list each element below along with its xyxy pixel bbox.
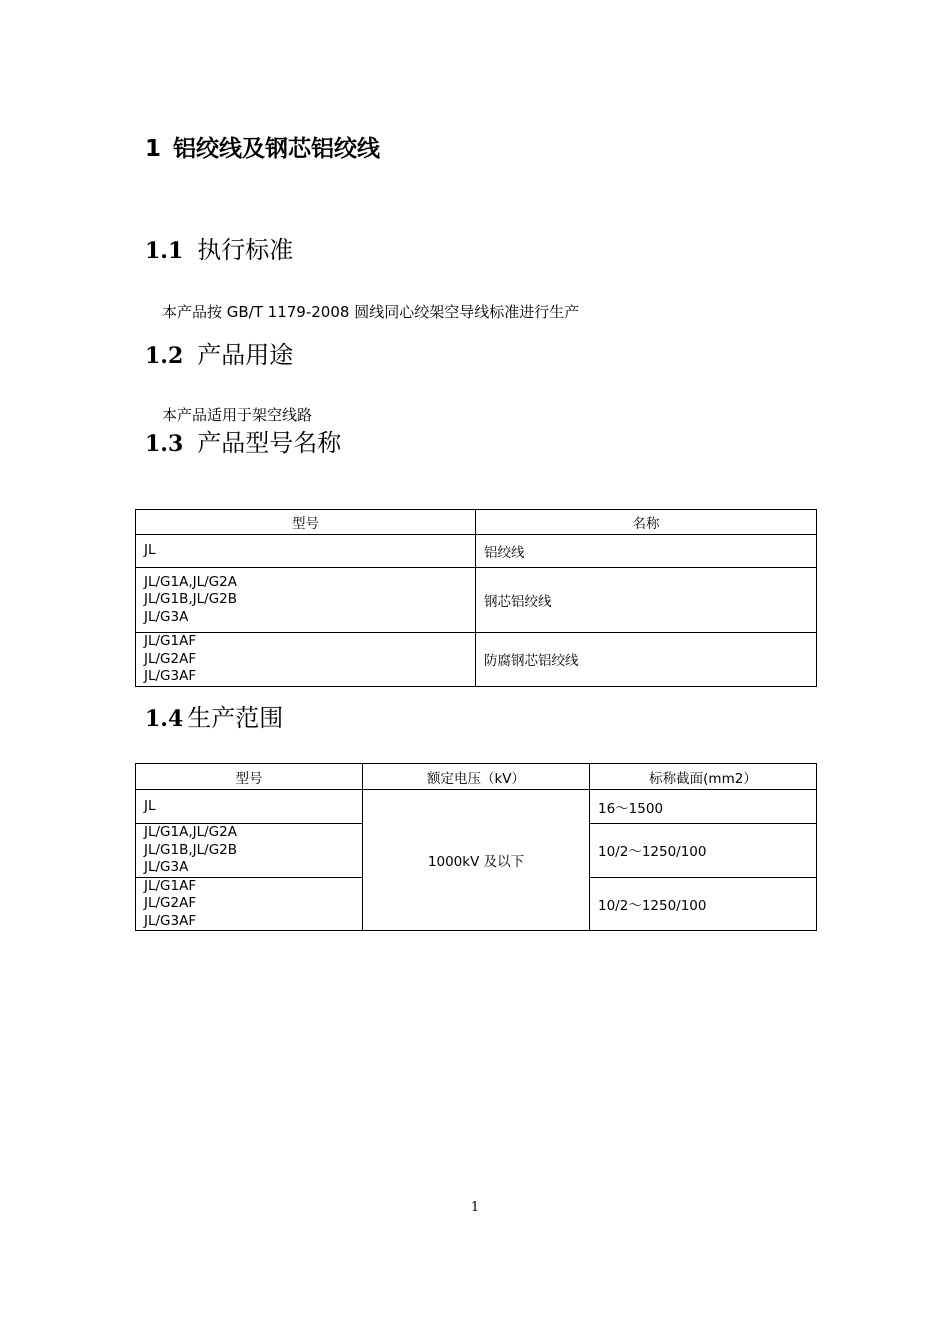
voltage-cell: 1000kV 及以下 [363, 790, 590, 931]
table-header-cell: 型号 [136, 510, 476, 535]
section-title: 产品用途 [197, 341, 294, 369]
name-cell: 防腐钢芯铝绞线 [476, 633, 817, 687]
page-number: 1 [470, 1200, 480, 1215]
table-header-row [136, 764, 817, 790]
table-header-cell: 型号 [136, 764, 363, 790]
table-header-row [136, 510, 817, 535]
chapter-heading [145, 130, 380, 163]
section-heading-1-4 [145, 698, 283, 733]
table-row [136, 633, 817, 687]
table-row [136, 568, 817, 633]
section-title: 生产范围 [187, 704, 284, 732]
table-row [136, 790, 817, 824]
section-number: 1.2 [145, 343, 184, 369]
usage-paragraph: 本产品适用于架空线路 [162, 406, 313, 424]
model-cell: JL/G1A,JL/G2A JL/G1B,JL/G2B JL/G3A [136, 824, 363, 878]
section-heading-1-2 [145, 335, 293, 370]
model-cell: JL/G1A,JL/G2A JL/G1B,JL/G2B JL/G3A [136, 568, 476, 633]
section-cell: 10/2～1250/100 [590, 877, 817, 931]
section-number: 1.4 [145, 706, 184, 732]
standard-paragraph: 本产品按 GB/T 1179-2008 圆线同心绞架空导线标准进行生产 [162, 303, 580, 321]
table-header-cell: 额定电压（kV） [363, 764, 590, 790]
chapter-number: 1 [145, 136, 162, 162]
section-number: 1.3 [145, 431, 184, 457]
name-cell: 钢芯铝绞线 [476, 568, 817, 633]
model-cell: JL [136, 535, 476, 568]
table-header-cell: 标称截面(mm2） [590, 764, 817, 790]
section-cell: 10/2～1250/100 [590, 824, 817, 878]
model-cell: JL [136, 790, 363, 824]
model-cell: JL/G1AF JL/G2AF JL/G3AF [136, 633, 476, 687]
section-title: 执行标准 [197, 236, 294, 264]
section-number: 1.1 [145, 238, 184, 264]
chapter-title: 铝绞线及钢芯铝绞线 [173, 136, 381, 162]
name-cell: 铝绞线 [476, 535, 817, 568]
model-cell: JL/G1AF JL/G2AF JL/G3AF [136, 877, 363, 931]
section-title: 产品型号名称 [197, 429, 342, 457]
model-name-table [135, 509, 817, 687]
section-cell: 16～1500 [590, 790, 817, 824]
section-heading-1-3 [145, 423, 341, 458]
production-range-table [135, 763, 817, 931]
section-heading-1-1 [145, 230, 293, 265]
table-header-cell: 名称 [476, 510, 817, 535]
table-row [136, 535, 817, 568]
